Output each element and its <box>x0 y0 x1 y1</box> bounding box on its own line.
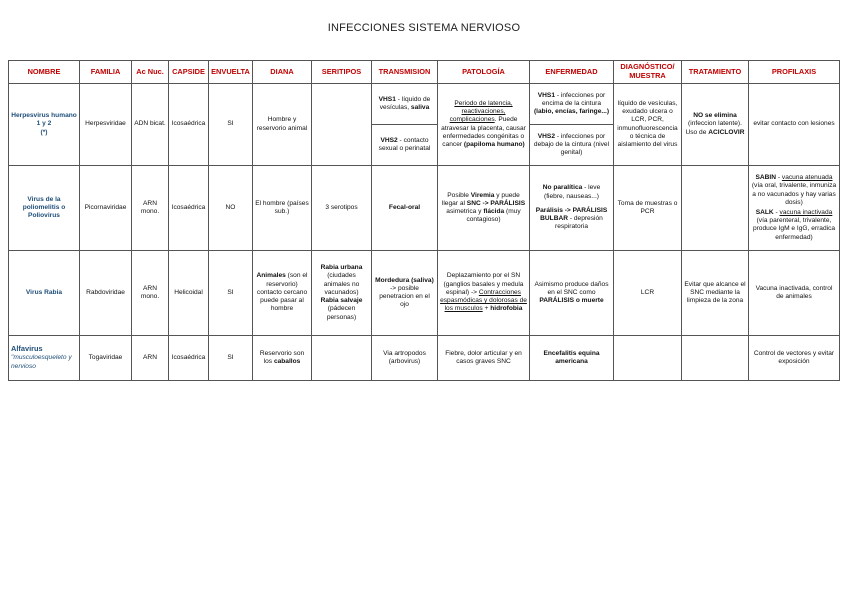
table-row-polio <box>9 166 840 251</box>
header-transmision: TRANSMISION <box>372 61 438 84</box>
enfermedad-line-1 <box>532 184 611 200</box>
cell-tratamiento <box>682 84 749 166</box>
cell-nombre <box>9 84 80 166</box>
cell-seritipos <box>312 251 372 336</box>
header-capside: CAPSIDE <box>169 61 209 84</box>
text-bold: Animales <box>256 272 286 280</box>
page-title: INFECCIONES SISTEMA NERVIOSO <box>327 22 521 34</box>
text-bold: Rabia salvaje <box>320 297 363 305</box>
virus-name: Herpesvirus humano 1 y 2 <box>11 112 77 128</box>
cell-capside: Icosaédrica <box>169 84 209 166</box>
header-diana: DIANA <box>253 61 312 84</box>
cell-familia: Picornaviridae <box>80 166 132 251</box>
text: Reservorio son los <box>259 349 305 365</box>
text: Deplazamiento por el SN (ganglios basales y medula espinal) -> <box>443 272 524 296</box>
cell-enfermedad-1 <box>530 84 614 125</box>
header-seritipos: SERITIPOS <box>312 61 372 84</box>
header-acnuc: Ac Nuc. <box>132 61 169 84</box>
text: (pádecen personas) <box>326 305 357 321</box>
cell-diana: El hombre (países sub.) <box>253 166 312 251</box>
header-enfermedad: ENFERMEDAD <box>530 61 614 84</box>
text: - <box>773 209 780 216</box>
cell-transmision-2 <box>372 125 438 166</box>
text: (vía oral, trivalente, inmuniza a no vacunados y hay varias dosis) <box>751 182 837 206</box>
text: - contacto sexual o perinatal <box>378 136 431 152</box>
text-bold: VHS1 <box>378 95 396 103</box>
text-bold: Viremia <box>470 191 495 199</box>
cell-patologia <box>438 251 530 336</box>
text: - líquido de vesículas, <box>379 95 431 111</box>
cell-tratamiento <box>682 336 749 381</box>
cell-enfermedad: Encefalitis equina americana <box>530 336 614 381</box>
text: y puede llegar al <box>441 191 520 207</box>
cell-nombre <box>9 336 80 381</box>
header-familia: FAMILIA <box>80 61 132 84</box>
cell-capside: Helicoidal <box>169 251 209 336</box>
virus-name: Alfavirus <box>11 344 43 354</box>
header-profilaxis: PROFILAXIS <box>749 61 840 84</box>
text: (vía parenteral, trivalente, produce IgM e IgG, erradica enfermedad) <box>752 217 836 241</box>
cell-transmision-1 <box>372 84 438 125</box>
virus-name-mark: (*) <box>40 128 48 136</box>
text-bold: flácida <box>483 208 505 215</box>
text-bold: VHS2 <box>380 136 398 144</box>
cell-tratamiento <box>682 166 749 251</box>
cell-envuelta: NO <box>209 166 253 251</box>
table-row-rabia <box>9 251 840 336</box>
cell-tratamiento: Evitar que alcance el SNC mediante la limpieza de la zona <box>682 251 749 336</box>
header-patologia: PATOLOGÍA <box>438 61 530 84</box>
text: - depresión respiratoria <box>555 215 603 231</box>
cell-transmision <box>372 251 438 336</box>
text: (ciudades animales no vacunados) <box>323 272 360 296</box>
cell-acnuc: ARN <box>132 336 169 381</box>
cell-diana: Hombre y reservorio animal <box>253 84 312 166</box>
text-bold: SNC -> PARÁLISIS <box>466 199 526 207</box>
text: - infecciones por debajo de la cintura (nivel genital) <box>533 132 610 157</box>
text-underlined: Periodo de latencia, reactivaciones, complicaciones <box>449 99 513 124</box>
cell-patologia <box>438 84 530 166</box>
cell-acnuc: ADN bicat. <box>132 84 169 166</box>
cell-profilaxis <box>749 166 840 251</box>
cell-enfermedad-2 <box>530 125 614 166</box>
cell-diagnostico: líquido de vesículas, exudado ulcera o LCR, PCR, inmunofluorescencia o técnica de aislamiento del virus <box>614 84 682 166</box>
text-underlined: vacuna atenuada <box>781 174 833 182</box>
profilaxis-sabin <box>751 174 837 207</box>
cell-patologia: Fiebre, dolor articular y en casos graves SNC <box>438 336 530 381</box>
text: (son el reservorio) contacto cercano puede pasar al hombre <box>256 272 308 313</box>
text-bold: PARÁLISIS o muerte <box>539 297 604 305</box>
cell-diana <box>253 336 312 381</box>
cell-diana <box>253 251 312 336</box>
table-row-alfavirus <box>9 336 840 381</box>
text: (infeccion latente). Uso de <box>685 120 742 136</box>
cell-capside: Icosaédrica <box>169 166 209 251</box>
cell-envuelta: SI <box>209 84 253 166</box>
text-bold: VHS2 <box>537 132 555 140</box>
cell-profilaxis: evitar contacto con lesiones <box>749 84 840 166</box>
cell-familia: Togaviridae <box>80 336 132 381</box>
header-row <box>9 61 840 84</box>
text-bold: Parálisis -> PARÁLISIS BULBAR <box>535 206 608 223</box>
cell-seritipos <box>312 84 372 166</box>
text: . Puede atravesar la placenta, causar enfermedades congénitas o cancer <box>441 116 526 148</box>
cell-capside: Icosaédrica <box>169 336 209 381</box>
text-underlined: Contracciones espasmódicas y dolorosas de los musculos <box>440 288 527 313</box>
text-bold: (papiloma humano) <box>463 140 525 148</box>
cell-envuelta: SI <box>209 336 253 381</box>
text-bold: NO se elimina <box>693 112 737 120</box>
cell-enfermedad <box>530 251 614 336</box>
virus-name-sub: "musculoesqueleto y nervioso <box>11 354 72 370</box>
cell-nombre: Virus Rabia <box>9 251 80 336</box>
cell-patologia <box>438 166 530 251</box>
table-row-herpes <box>9 84 840 125</box>
header-envuelta: ENVUELTA <box>209 61 253 84</box>
cell-profilaxis: Vacuna inactivada, control de animales <box>749 251 840 336</box>
cell-transmision: Via artropodos (arbovirus) <box>372 336 438 381</box>
text: Posible <box>447 191 471 199</box>
text-bold: No paralítica <box>542 184 583 192</box>
text-underlined: vacuna inactivada <box>779 209 833 216</box>
text: Asimismo produce daños en el SNC como <box>534 280 609 296</box>
cell-familia: Rabdoviridae <box>80 251 132 336</box>
text-bold: caballos <box>273 358 301 365</box>
text-bold: (labio, encías, faringe...) <box>533 108 610 116</box>
virus-table <box>8 60 840 381</box>
cell-diagnostico: LCR <box>614 251 682 336</box>
profilaxis-salk <box>751 209 837 242</box>
cell-seritipos: 3 serotipos <box>312 166 372 251</box>
text-bold: SALK <box>755 209 774 216</box>
text: (muy contagioso) <box>466 208 521 224</box>
text-bold: hidrofobia <box>490 305 523 313</box>
cell-diagnostico <box>614 336 682 381</box>
text: - leve (fiebre, nauseas...) <box>544 184 601 200</box>
text: - infecciones por encima de la cintura <box>541 91 606 107</box>
text: asimetrica y <box>446 208 484 215</box>
cell-familia: Herpesviridae <box>80 84 132 166</box>
cell-profilaxis: Control de vectores y evitar exposición <box>749 336 840 381</box>
text-bold: Mordedura (saliva) <box>375 276 434 284</box>
text-bold: Rabia urbana <box>320 264 363 272</box>
text-bold: saliva <box>410 104 430 111</box>
text: - <box>776 174 782 182</box>
cell-seritipos <box>312 336 372 381</box>
cell-diagnostico: Toma de muestras o PCR <box>614 166 682 251</box>
cell-nombre: Virus de la poliomelitis o Poliovirus <box>9 166 80 251</box>
enfermedad-line-2 <box>532 207 611 232</box>
header-diagnostico: DIAGNÓSTICO/ MUESTRA <box>614 61 682 84</box>
cell-acnuc: ARN mono. <box>132 251 169 336</box>
cell-enfermedad <box>530 166 614 251</box>
cell-transmision: Fecal-oral <box>372 166 438 251</box>
text: -> posible penetracion en el ojo <box>379 284 430 309</box>
text-bold: SABIN <box>755 174 777 182</box>
cell-acnuc: ARN mono. <box>132 166 169 251</box>
cell-envuelta: SI <box>209 251 253 336</box>
text: + <box>482 305 491 313</box>
text-bold: VHS1 <box>537 91 555 99</box>
text-bold: ACICLOVIR <box>708 128 745 136</box>
header-tratamiento: TRATAMIENTO <box>682 61 749 84</box>
header-nombre: NOMBRE <box>9 61 80 84</box>
